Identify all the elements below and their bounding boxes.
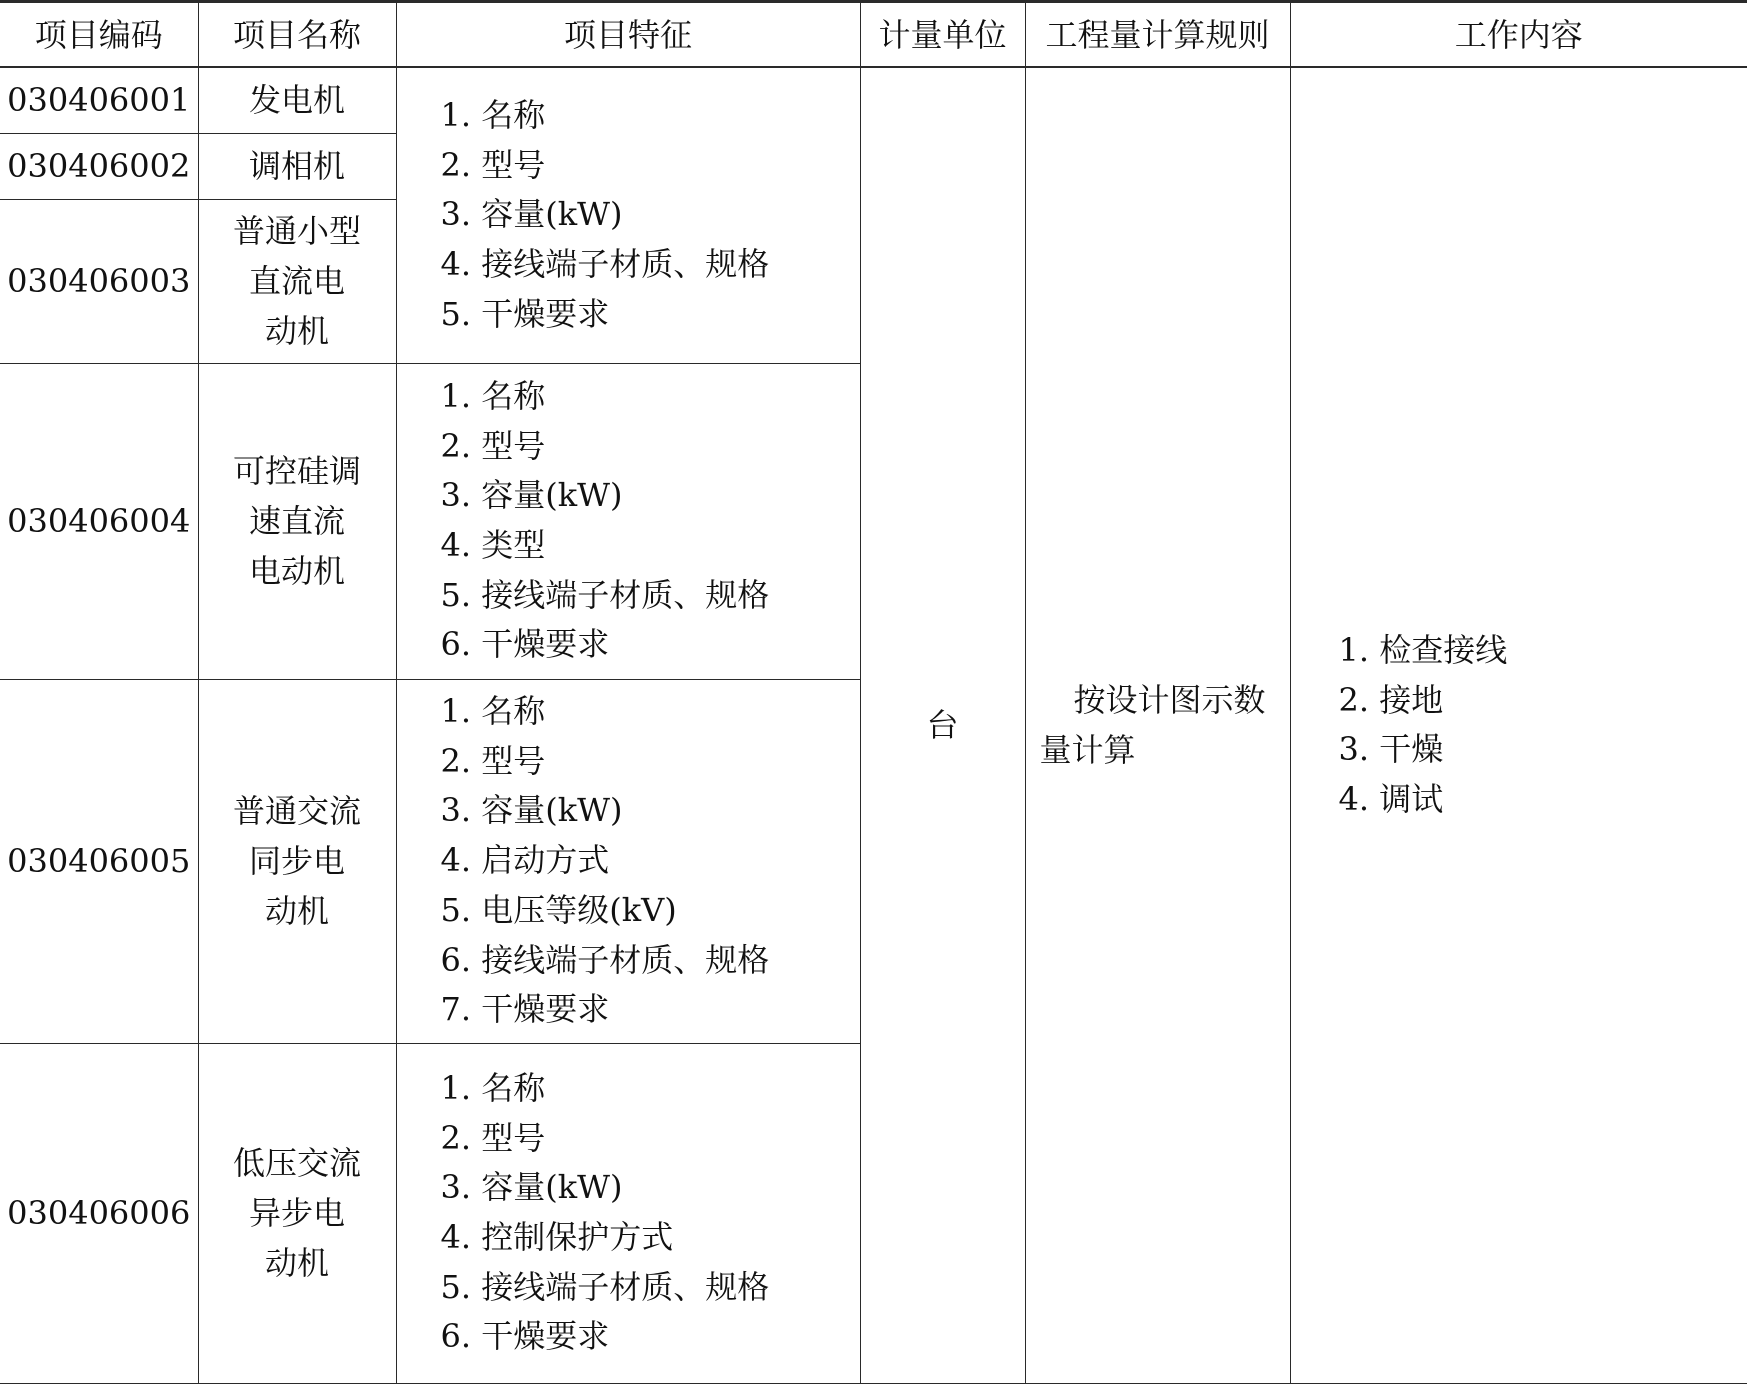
item-code: 030406003 (0, 199, 198, 363)
item-code: 030406002 (0, 133, 198, 199)
item-name (198, 363, 396, 679)
feature-cell (396, 1043, 860, 1383)
table-row (0, 67, 1747, 133)
feature-item: 3. 容量(kW) (441, 1163, 860, 1213)
feature-item: 5. 干燥要求 (441, 290, 860, 340)
feature-item: 2. 型号 (441, 737, 860, 787)
feature-item: 2. 型号 (441, 1114, 860, 1164)
unit-cell: 台 (860, 67, 1025, 1383)
item-name-line: 动机 (199, 1238, 396, 1288)
feature-cell (396, 67, 860, 363)
work-item: 4. 调试 (1339, 775, 1747, 825)
work-item: 2. 接地 (1339, 676, 1747, 726)
feature-item: 3. 容量(kW) (441, 190, 860, 240)
feature-item: 4. 控制保护方式 (441, 1213, 860, 1263)
feature-cell (396, 363, 860, 679)
feature-item: 4. 类型 (441, 521, 860, 571)
feature-item: 1. 名称 (441, 372, 860, 422)
item-name-line: 低压交流 (199, 1138, 396, 1188)
item-code: 030406004 (0, 363, 198, 679)
item-name-line: 直流电 (199, 256, 396, 306)
header-row (0, 2, 1747, 68)
item-name-line: 调相机 (199, 141, 396, 191)
feature-item: 5. 接线端子材质、规格 (441, 1263, 860, 1313)
item-name-line: 发电机 (199, 75, 396, 125)
work-item: 3. 干燥 (1339, 725, 1747, 775)
feature-item: 1. 名称 (441, 1064, 860, 1114)
header-features: 项目特征 (396, 2, 860, 68)
item-name (198, 67, 396, 133)
feature-item: 6. 干燥要求 (441, 620, 860, 670)
header-code: 项目编码 (0, 2, 198, 68)
feature-item: 5. 电压等级(kV) (441, 886, 860, 936)
item-code: 030406005 (0, 679, 198, 1043)
item-code: 030406001 (0, 67, 198, 133)
work-cell (1290, 67, 1747, 1383)
work-item: 1. 检查接线 (1339, 626, 1747, 676)
feature-item: 7. 干燥要求 (441, 985, 860, 1035)
feature-item: 1. 名称 (441, 91, 860, 141)
rule-line: 量计算 (1040, 725, 1276, 775)
item-code: 030406006 (0, 1043, 198, 1383)
feature-item: 6. 干燥要求 (441, 1312, 860, 1362)
item-name-line: 可控硅调 (199, 446, 396, 496)
rule-cell (1025, 67, 1290, 1383)
feature-item: 5. 接线端子材质、规格 (441, 571, 860, 621)
header-rule: 工程量计算规则 (1025, 2, 1290, 68)
item-name-line: 动机 (199, 306, 396, 356)
header-work: 工作内容 (1290, 2, 1747, 68)
feature-item: 4. 接线端子材质、规格 (441, 240, 860, 290)
item-name-line: 速直流 (199, 496, 396, 546)
item-name (198, 1043, 396, 1383)
item-name-line: 电动机 (199, 546, 396, 596)
feature-item: 4. 启动方式 (441, 836, 860, 886)
feature-item: 1. 名称 (441, 687, 860, 737)
feature-item: 3. 容量(kW) (441, 786, 860, 836)
item-name-line: 普通小型 (199, 206, 396, 256)
feature-item: 6. 接线端子材质、规格 (441, 936, 860, 986)
item-name (198, 679, 396, 1043)
item-name-line: 异步电 (199, 1188, 396, 1238)
feature-item: 2. 型号 (441, 141, 860, 191)
header-name: 项目名称 (198, 2, 396, 68)
feature-cell (396, 679, 860, 1043)
feature-item: 3. 容量(kW) (441, 471, 860, 521)
item-name (198, 199, 396, 363)
item-name (198, 133, 396, 199)
item-name-line: 同步电 (199, 836, 396, 886)
feature-item: 2. 型号 (441, 422, 860, 472)
item-name-line: 动机 (199, 886, 396, 936)
rule-line: 按设计图示数 (1040, 675, 1276, 725)
item-name-line: 普通交流 (199, 786, 396, 836)
header-unit: 计量单位 (860, 2, 1025, 68)
